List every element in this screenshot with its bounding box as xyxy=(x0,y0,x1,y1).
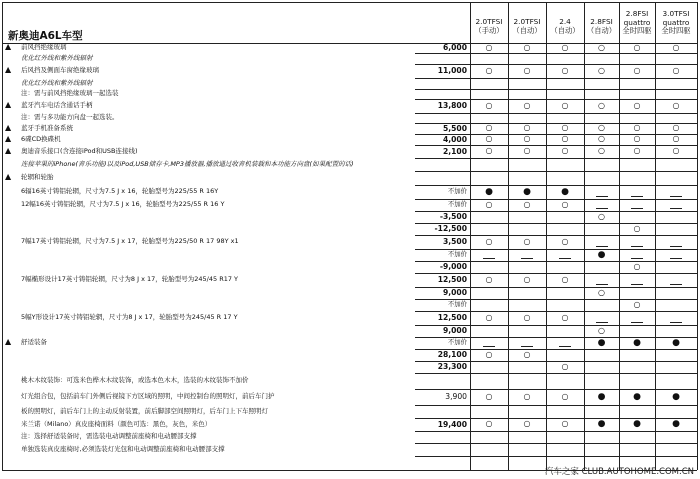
model-header-line: 2.0TFSI xyxy=(475,17,503,26)
row-divider xyxy=(415,223,697,224)
marker-icon: ▲ xyxy=(5,172,12,181)
row-divider xyxy=(415,431,697,432)
frame-bottom xyxy=(2,470,697,471)
unavailable-mark xyxy=(670,246,682,247)
option-price: -3,500 xyxy=(439,212,467,221)
optional-mark: ○ xyxy=(561,100,569,110)
option-label: 后风挡及侧面车窗绝缘玻璃 xyxy=(21,66,99,74)
optional-mark: ○ xyxy=(561,65,569,75)
option-label: 7幅17英寸铸铝轮辋，尺寸为7.5 J x 17，轮胎型号为225/50 R 17 98Y x1 xyxy=(21,237,239,245)
optional-mark: ○ xyxy=(672,65,680,75)
optional-mark: ○ xyxy=(485,391,493,401)
optional-mark: ○ xyxy=(598,287,605,297)
model-column-header xyxy=(619,10,655,36)
column-divider xyxy=(655,2,656,470)
option-price: 3,900 xyxy=(445,392,467,401)
row-divider xyxy=(415,78,697,79)
unavailable-mark xyxy=(631,246,643,247)
optional-mark: ○ xyxy=(561,123,569,132)
optional-mark: ○ xyxy=(523,236,531,246)
optional-mark: ○ xyxy=(523,100,531,110)
optional-mark: ○ xyxy=(485,312,493,322)
frame-left xyxy=(2,2,3,470)
unavailable-mark xyxy=(670,196,682,197)
marker-icon: ▲ xyxy=(5,145,12,155)
unavailable-mark xyxy=(483,258,495,259)
option-label: 注：需与前风挡绝缘玻璃一起选装 xyxy=(21,89,119,97)
option-price: 28,100 xyxy=(437,350,467,359)
frame-top xyxy=(2,2,697,3)
row-divider xyxy=(415,171,697,172)
optional-mark: ○ xyxy=(485,146,493,155)
model-header-line: （自动） xyxy=(586,25,617,35)
optional-mark: ○ xyxy=(523,146,531,155)
row-divider xyxy=(415,235,697,236)
option-price: 23,300 xyxy=(437,362,467,371)
standard-mark: ● xyxy=(523,186,531,197)
optional-mark: ○ xyxy=(633,146,641,155)
unavailable-mark xyxy=(631,196,643,197)
option-note: 优化红外线和紫外线辐射 xyxy=(21,53,93,62)
unavailable-mark xyxy=(559,258,571,259)
model-header-line: 3.0TFSI xyxy=(662,9,690,18)
optional-mark: ○ xyxy=(485,199,493,209)
row-divider xyxy=(415,311,697,312)
optional-mark: ○ xyxy=(523,199,531,209)
optional-mark: ○ xyxy=(523,42,531,52)
unavailable-mark xyxy=(596,246,608,247)
standard-mark: ● xyxy=(633,337,641,348)
optional-mark: ○ xyxy=(523,123,531,132)
option-label: 灯光组合包，包括前车门外侧后视镜下方区域的照明，中间控制台的照明灯，前后车门护 xyxy=(21,392,275,400)
row-divider xyxy=(415,456,697,457)
optional-mark: ○ xyxy=(485,236,493,246)
row-divider xyxy=(415,299,697,300)
option-price: 5,500 xyxy=(442,123,467,133)
column-divider xyxy=(584,2,585,470)
row-divider xyxy=(415,53,697,54)
unavailable-mark xyxy=(670,208,682,209)
option-label: 6碟CD换碟机 xyxy=(21,134,61,143)
option-label: 单独选装真皮座椅时,必须选装灯光包和电动调整前座椅和电动腰部支撑 xyxy=(21,444,225,453)
optional-mark: ○ xyxy=(485,42,493,52)
marker-icon: ▲ xyxy=(5,65,12,74)
optional-mark: ○ xyxy=(561,391,569,401)
model-column-header xyxy=(655,10,697,36)
unavailable-mark xyxy=(631,258,643,259)
standard-mark: ● xyxy=(485,186,493,197)
frame-right xyxy=(697,2,698,470)
optional-mark: ○ xyxy=(672,123,680,132)
optional-mark: ○ xyxy=(561,146,569,155)
unavailable-mark xyxy=(596,208,608,209)
model-header-line: 2.8FSI xyxy=(625,9,649,18)
option-label: 轮辋和轮胎 xyxy=(21,173,54,181)
row-divider xyxy=(415,337,697,338)
optional-mark: ○ xyxy=(561,274,569,284)
optional-mark: ○ xyxy=(561,312,569,322)
optional-mark: ○ xyxy=(485,123,493,132)
standard-mark: ● xyxy=(597,391,606,402)
optional-mark: ○ xyxy=(598,65,605,75)
marker-icon: ▲ xyxy=(5,100,12,109)
model-header-line: 全时四驱 xyxy=(622,26,652,36)
optional-mark: ○ xyxy=(485,274,493,284)
model-column-header xyxy=(546,18,584,35)
page-title: 新奥迪A6L车型 xyxy=(8,30,83,42)
option-label: 7幅椭形设计17英寸铸铝轮辋，尺寸为8 J x 17，轮胎型号为245/45 R17 Y xyxy=(21,275,239,283)
optional-mark: ○ xyxy=(561,419,569,428)
option-price: 3,500 xyxy=(442,237,467,246)
row-divider xyxy=(415,249,697,250)
option-price: 12,500 xyxy=(437,275,467,284)
option-label: 12幅16英寸铸铝轮辋，尺寸为7.5 J x 16，轮胎型号为225/55 R 16 Y xyxy=(21,200,225,208)
optional-mark: ○ xyxy=(561,134,569,143)
option-price: -12,500 xyxy=(434,224,467,233)
option-price: 6,000 xyxy=(442,43,467,52)
row-divider xyxy=(415,405,697,406)
optional-mark: ○ xyxy=(523,274,531,284)
optional-mark: ○ xyxy=(633,100,641,110)
optional-mark: ○ xyxy=(485,349,493,359)
option-price: -9,000 xyxy=(439,262,467,271)
optional-mark: ○ xyxy=(523,349,531,359)
row-divider xyxy=(415,325,697,326)
row-divider xyxy=(415,261,697,262)
header-divider xyxy=(2,43,697,44)
model-column-header xyxy=(508,18,546,35)
row-divider xyxy=(415,134,697,135)
row-divider xyxy=(415,145,697,146)
row-divider xyxy=(415,123,697,124)
optional-mark: ○ xyxy=(633,123,641,132)
model-header-line: quattro xyxy=(662,17,690,27)
model-header-line: 2.0TFSI xyxy=(513,17,541,26)
option-price: 12,500 xyxy=(437,313,467,322)
row-divider xyxy=(415,113,697,114)
column-divider xyxy=(470,2,471,470)
standard-mark: ● xyxy=(597,337,606,348)
optional-mark: ○ xyxy=(633,261,641,271)
optional-mark: ○ xyxy=(485,134,493,143)
model-header-line: quattro xyxy=(623,17,651,27)
unavailable-mark xyxy=(631,322,643,323)
marker-icon: ▲ xyxy=(5,122,12,132)
row-divider xyxy=(415,443,697,444)
optional-mark: ○ xyxy=(523,391,531,401)
row-divider xyxy=(415,418,697,419)
model-column-header xyxy=(584,18,619,35)
unavailable-mark xyxy=(596,284,608,285)
unavailable-mark xyxy=(596,322,608,323)
unavailable-mark xyxy=(670,322,682,323)
option-note: 优化红外线和紫外线辐射 xyxy=(21,78,93,87)
unavailable-mark xyxy=(559,346,571,347)
optional-mark: ○ xyxy=(633,65,641,75)
unavailable-mark xyxy=(670,258,682,259)
optional-mark: ○ xyxy=(598,146,605,155)
option-label: 板的照明灯，前后车门上的主动反射装置，前后脚部空间照明灯，后车门上下车照明灯 xyxy=(21,406,268,415)
option-price: 19,400 xyxy=(437,419,467,429)
row-divider xyxy=(415,158,697,159)
optional-mark: ○ xyxy=(523,134,531,143)
unavailable-mark xyxy=(596,196,608,197)
column-divider xyxy=(508,2,509,470)
marker-icon: ▲ xyxy=(5,337,12,346)
model-header-line: （自动） xyxy=(550,25,580,35)
option-price: 不加价 xyxy=(447,187,467,195)
standard-mark: ● xyxy=(633,391,641,402)
optional-mark: ○ xyxy=(598,42,605,52)
standard-mark: ● xyxy=(597,249,606,260)
row-divider xyxy=(415,89,697,90)
optional-mark: ○ xyxy=(523,65,531,75)
option-price: 不加价 xyxy=(447,300,467,308)
option-label: 蓝牙汽车电话含通话手柄 xyxy=(21,101,93,109)
option-price: 9,000 xyxy=(442,288,467,297)
standard-mark: ● xyxy=(672,391,680,402)
optional-mark: ○ xyxy=(598,123,605,132)
watermark: 汽车之家 CLUB.AUTOHOME.COM.CN xyxy=(544,467,694,477)
optional-mark: ○ xyxy=(672,42,680,52)
row-divider xyxy=(415,199,697,200)
optional-mark: ○ xyxy=(561,199,569,209)
model-header-line: 2.4 xyxy=(559,17,571,26)
option-label: 舒适装备 xyxy=(21,338,47,346)
option-label: 奥迪音乐接口(含连接iPod和USB连接线) xyxy=(21,146,138,155)
unavailable-mark xyxy=(521,346,533,347)
optional-mark: ○ xyxy=(633,223,641,233)
model-column-header xyxy=(470,18,508,35)
row-divider xyxy=(415,373,697,374)
option-note: 连接苹果的iPhone(音乐功能)以及iPod,USB储存卡,MP3播放器,播放通过收音机装载和本功能方向盘(如果配置的话) xyxy=(21,159,354,168)
option-price: 不加价 xyxy=(447,200,467,208)
row-divider xyxy=(415,273,697,274)
option-label: 6辐16英寸铸铝轮辋，尺寸为7.5 J x 16，轮胎型号为225/55 R 16Y xyxy=(21,187,219,195)
option-price: 11,000 xyxy=(437,66,467,75)
optional-mark: ○ xyxy=(561,361,569,371)
row-divider xyxy=(415,99,697,100)
model-header-line: 全时四驱 xyxy=(661,26,691,36)
marker-icon: ▲ xyxy=(5,133,12,143)
option-price: 不加价 xyxy=(447,338,467,346)
option-price: 2,100 xyxy=(442,146,467,156)
optional-mark: ○ xyxy=(633,42,641,52)
row-divider xyxy=(415,349,697,350)
option-price: 4,000 xyxy=(442,134,467,144)
option-price: 9,000 xyxy=(442,326,467,335)
option-label: 注：选择舒适装备时，需选装电动调整前座椅和电动腰部支撑 xyxy=(21,432,197,440)
optional-mark: ○ xyxy=(523,312,531,322)
optional-mark: ○ xyxy=(598,134,605,143)
model-header-line: （自动） xyxy=(512,25,542,35)
optional-mark: ○ xyxy=(561,42,569,52)
unavailable-mark xyxy=(521,258,533,259)
option-price: 13,800 xyxy=(437,101,467,110)
unavailable-mark xyxy=(631,208,643,209)
option-price: 不加价 xyxy=(447,250,467,258)
optional-mark: ○ xyxy=(598,325,605,335)
optional-mark: ○ xyxy=(672,134,680,143)
unavailable-mark xyxy=(670,284,682,285)
option-label: 前风挡绝缘玻璃 xyxy=(21,43,67,51)
standard-mark: ● xyxy=(633,419,641,429)
row-divider xyxy=(415,287,697,288)
optional-mark: ○ xyxy=(523,419,531,428)
row-divider xyxy=(415,389,697,390)
model-header-line: 2.8FSI xyxy=(590,17,613,26)
standard-mark: ● xyxy=(561,186,569,197)
standard-mark: ● xyxy=(597,419,606,429)
optional-mark: ○ xyxy=(485,65,493,75)
model-header-line: （手动） xyxy=(474,25,504,35)
optional-mark: ○ xyxy=(633,134,641,143)
marker-icon: ▲ xyxy=(5,42,12,51)
standard-mark: ● xyxy=(672,337,680,348)
row-divider xyxy=(415,64,697,65)
optional-mark: ○ xyxy=(485,100,493,110)
optional-mark: ○ xyxy=(598,100,605,110)
standard-mark: ● xyxy=(672,419,680,429)
option-label: 注：需与多功能方向盘一起选装。 xyxy=(21,113,119,121)
optional-mark: ○ xyxy=(633,299,641,309)
row-divider xyxy=(415,185,697,186)
option-label: 蓝牙手机准备系统 xyxy=(21,123,73,132)
optional-mark: ○ xyxy=(561,236,569,246)
row-divider xyxy=(415,211,697,212)
option-label: 5幅Y形设计17英寸铸铝轮辋，尺寸为8 J x 17，轮胎型号为245/45 R 17 Y xyxy=(21,313,238,321)
optional-mark: ○ xyxy=(485,419,493,428)
optional-mark: ○ xyxy=(672,146,680,155)
column-divider xyxy=(546,2,547,470)
row-divider xyxy=(415,361,697,362)
unavailable-mark xyxy=(631,284,643,285)
option-label: 米兰诺（Milano）真皮座椅面料（颜色可选：黑色，灰色，米色） xyxy=(21,419,212,428)
column-divider xyxy=(619,2,620,470)
optional-mark: ○ xyxy=(672,100,680,110)
unavailable-mark xyxy=(483,346,495,347)
optional-mark: ○ xyxy=(598,211,605,221)
option-label: 桃木木纹装饰：可选米色桦木木纹装饰，或选本色木木，选装的木纹装饰不加价 xyxy=(21,376,249,384)
